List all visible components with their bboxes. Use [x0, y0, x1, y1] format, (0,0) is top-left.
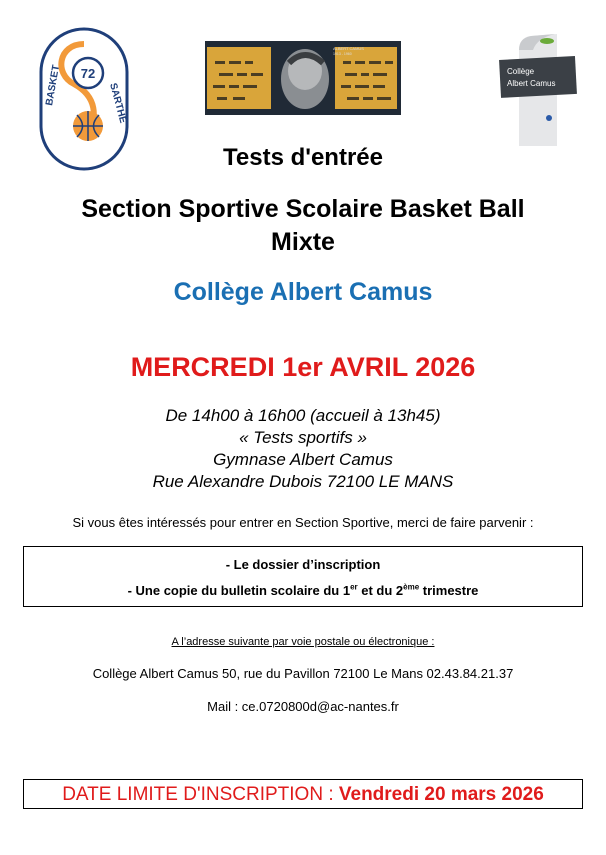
document-item-1: - Le dossier d’inscription [225, 557, 381, 572]
mural-caption-title: ALBERT CAMUS [333, 46, 364, 51]
college-name: Collège Albert Camus [173, 278, 433, 306]
logo-text-left: BASKET [44, 64, 63, 107]
deadline-value: Vendredi 20 mars 2026 [338, 784, 544, 805]
event-activity: « Tests sportifs » [239, 428, 367, 447]
section-title-line1: Section Sportive Scolaire Basket Ball [81, 195, 525, 223]
document-item-2: - Une copie du bulletin scolaire du 1er et du 2ème trimestre [127, 582, 479, 598]
college-sign-photo [497, 30, 577, 146]
contact-heading: A l’adresse suivante par voie postale ou électronique : [171, 636, 435, 648]
event-time: De 14h00 à 16h00 (accueil à 13h45) [165, 406, 441, 425]
albert-camus-mural-photo [205, 41, 401, 115]
intro-text: Si vous êtes intéressés pour entrer en Section Sportive, merci de faire parvenir : [72, 515, 534, 530]
mural-caption-years: 1913 - 1960 [333, 52, 352, 56]
contact-postal-address: Collège Albert Camus 50, rue du Pavillon 72100 Le Mans 02.43.84.21.37 [92, 666, 514, 681]
deadline-label: DATE LIMITE D'INSCRIPTION : [62, 784, 339, 805]
section-title-line2: Mixte [271, 228, 335, 256]
logo-number: 72 [80, 66, 96, 81]
deadline-box [23, 779, 583, 809]
event-venue: Gymnase Albert Camus [213, 450, 393, 469]
page-title: Tests d'entrée [223, 144, 383, 171]
required-documents-box [23, 546, 583, 607]
sign-line1: Collège [507, 67, 535, 76]
logo-text-right: SARTHE [107, 81, 129, 125]
sign-line2: Albert Camus [507, 79, 556, 88]
contact-mail: Mail : ce.0720800d@ac-nantes.fr [207, 699, 399, 714]
event-address: Rue Alexandre Dubois 72100 LE MANS [152, 472, 454, 491]
event-date: MERCREDI 1er AVRIL 2026 [130, 352, 476, 382]
